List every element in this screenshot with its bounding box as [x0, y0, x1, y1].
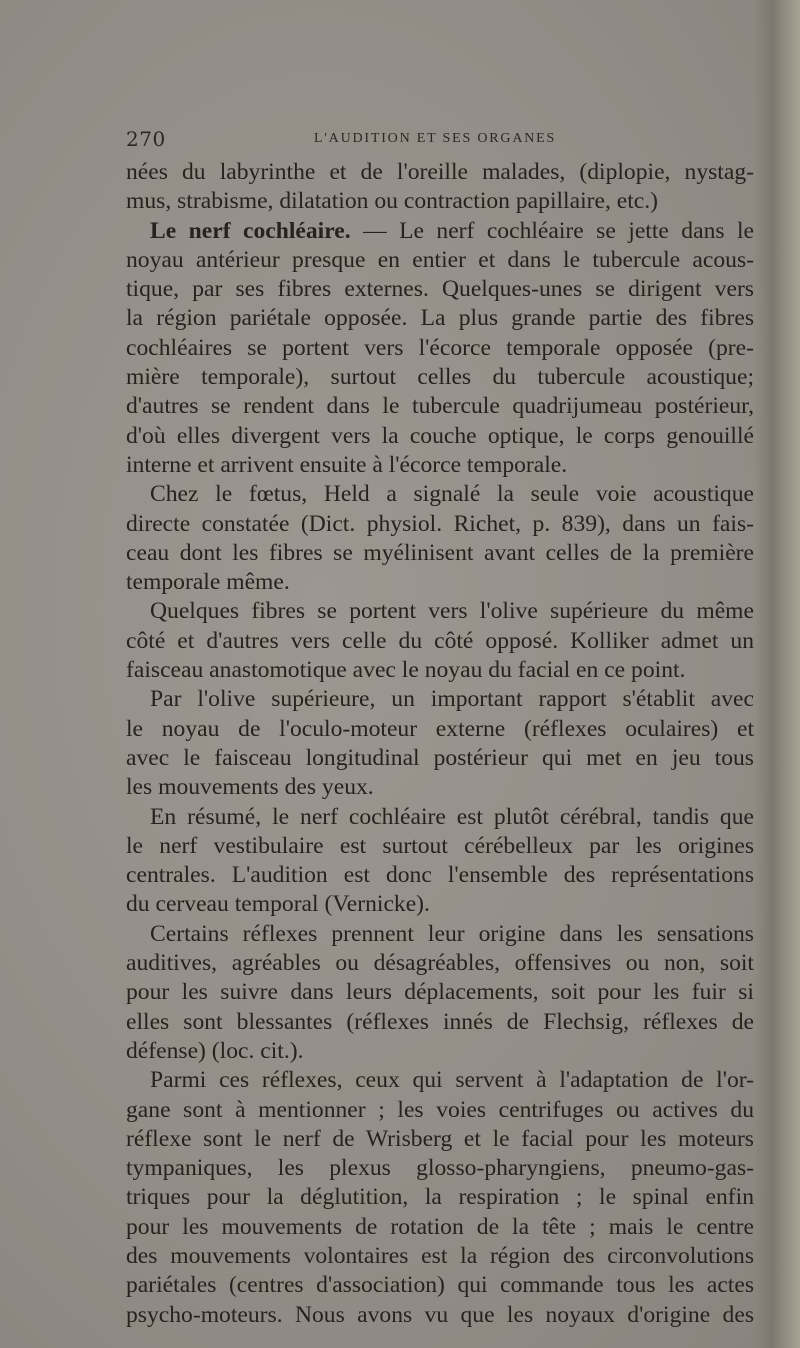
text-line: [126, 334, 754, 363]
line-text: le noyau de l'oculo-moteur externe (réflexes oculaires) et: [126, 715, 754, 742]
line-text: la région pariétale opposée. La plus grande partie des fibres: [126, 305, 754, 332]
text-line: [126, 1008, 754, 1037]
text-line: [126, 1125, 754, 1154]
line-text: gane sont à mentionner ; les voies centrifuges ou actives du: [126, 1096, 754, 1123]
line-text: réflexe sont le nerf de Wrisberg et le facial pour les moteurs: [126, 1125, 754, 1152]
text-line: [126, 1037, 754, 1066]
line-text: En résumé, le nerf cochléaire est plutôt cérébral, tandis que: [150, 803, 754, 830]
text-line: [126, 158, 754, 187]
running-head: L'AUDITION ET SES ORGANES: [314, 131, 557, 146]
line-text: les mouvements des yeux.: [126, 774, 374, 801]
text-line: [126, 363, 754, 392]
line-text: d'où elles divergent vers la couche optique, le corps genouillé: [126, 422, 754, 449]
text-line: [126, 187, 754, 216]
text-line: [126, 510, 754, 539]
line-text: Quelques fibres se portent vers l'olive supérieure du même: [150, 598, 754, 625]
line-text: auditives, agréables ou désagréables, offensives ou non, soit: [126, 950, 754, 977]
text-line: [126, 1271, 754, 1300]
line-text: côté et d'autres vers celle du côté opposé. Kolliker admet un: [126, 627, 754, 654]
line-text: défense) (loc. cit.).: [126, 1037, 304, 1064]
line-text: ceau dont les fibres se myélinisent avant celles de la première: [126, 539, 754, 566]
text-line: [126, 920, 754, 949]
line-text: tique, par ses fibres externes. Quelques-unes se dirigent vers: [126, 276, 754, 303]
body-text: [126, 158, 754, 1330]
text-line: [126, 392, 754, 421]
line-text: des mouvements volontaires est la région des circonvolutions: [126, 1242, 754, 1269]
text-line: [126, 978, 754, 1007]
text-line: [126, 275, 754, 304]
line-text: mière temporale), surtout celles du tubercule acoustique;: [126, 364, 754, 391]
text-line: [126, 539, 754, 568]
text-line: [126, 1183, 754, 1212]
line-text: du cerveau temporal (Vernicke).: [126, 891, 430, 918]
line-text: temporale même.: [126, 569, 290, 596]
text-line: [126, 861, 754, 890]
line-text: tympaniques, les plexus glosso-pharyngiens, pneumo-gas-: [126, 1155, 754, 1182]
text-line: [126, 890, 754, 919]
line-text: pour les mouvements de rotation de la tête ; mais le centre: [126, 1213, 754, 1240]
text-line: [126, 627, 754, 656]
line-text: directe constatée (Dict. physiol. Richet, p. 839), dans un fais-: [126, 510, 754, 537]
text-line: [126, 949, 754, 978]
text-line: [126, 1213, 754, 1242]
text-line: [126, 656, 754, 685]
line-text: faisceau anastomotique avec le noyau du facial en ce point.: [126, 657, 686, 684]
text-line: [126, 597, 754, 626]
text-line: [126, 773, 754, 802]
text-line: [126, 1066, 754, 1095]
line-text: elles sont blessantes (réflexes innés de Flechsig, réflexes de: [126, 1008, 754, 1035]
line-text: d'autres se rendent dans le tubercule quadrijumeau postérieur,: [126, 393, 754, 420]
text-line: [126, 744, 754, 773]
line-text: noyau antérieur presque en entier et dans le tubercule acous-: [126, 246, 754, 273]
section-heading: Le nerf cochléaire.: [150, 217, 351, 244]
text-line: [126, 568, 754, 597]
line-text: — Le nerf cochléaire se jette dans le: [350, 217, 754, 244]
text-line: [126, 1154, 754, 1183]
line-text: centrales. L'audition est donc l'ensemble des représentations: [126, 862, 754, 889]
text-line: [126, 422, 754, 451]
text-line: [126, 217, 754, 246]
text-line: [126, 685, 754, 714]
text-line: [126, 1301, 754, 1330]
page-number: 270: [126, 127, 166, 151]
line-text: pour les suivre dans leurs déplacements, soit pour les fuir si: [126, 979, 754, 1006]
text-line: [126, 1242, 754, 1271]
line-text: pariétales (centres d'association) qui commande tous les actes: [126, 1272, 754, 1299]
line-text: nées du labyrinthe et de l'oreille malades, (diplopie, nystag-: [126, 159, 754, 185]
line-text: psycho-moteurs. Nous avons vu que les noyaux d'origine des: [126, 1301, 754, 1328]
line-text: cochléaires se portent vers l'écorce temporale opposée (pre-: [126, 334, 754, 361]
text-line: [126, 715, 754, 744]
line-text: le nerf vestibulaire est surtout cérébelleux par les origines: [126, 832, 754, 859]
text-line: [126, 803, 754, 832]
line-text: Parmi ces réflexes, ceux qui servent à l'adaptation de l'or-: [150, 1067, 754, 1094]
text-line: [126, 246, 754, 275]
page-header: [126, 127, 746, 151]
line-text: Chez le fœtus, Held a signalé la seule voie acoustique: [150, 481, 754, 508]
page-edge-shadow: [754, 0, 800, 1348]
line-text: Par l'olive supérieure, un important rapport s'établit avec: [150, 686, 754, 713]
text-line: [126, 1096, 754, 1125]
line-text: mus, strabisme, dilatation ou contraction papillaire, etc.): [126, 188, 659, 215]
line-text: triques pour la déglutition, la respiration ; le spinal enfin: [126, 1184, 754, 1211]
line-text: interne et arrivent ensuite à l'écorce temporale.: [126, 451, 568, 478]
text-line: [126, 304, 754, 333]
line-text: avec le faisceau longitudinal postérieur qui met en jeu tous: [126, 744, 754, 771]
line-text: Certains réflexes prennent leur origine dans les sensations: [150, 920, 754, 947]
text-line: [126, 480, 754, 509]
text-line: [126, 451, 754, 480]
text-line: [126, 832, 754, 861]
